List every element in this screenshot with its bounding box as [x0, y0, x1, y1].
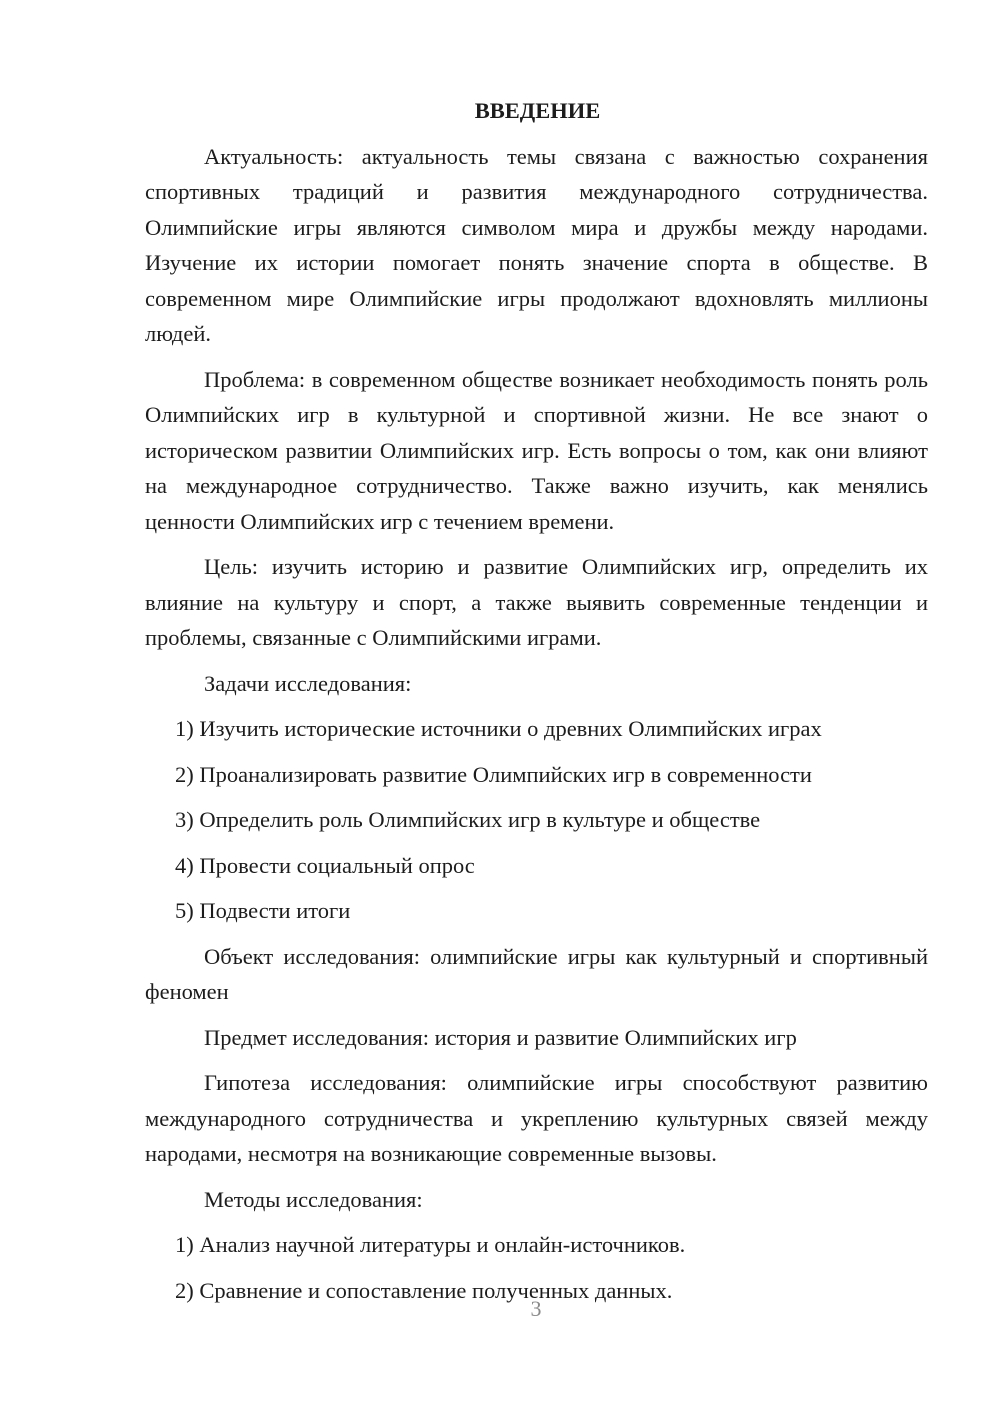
section-title: ВВЕДЕНИЕ	[474, 98, 601, 123]
task-item: 4) Провести социальный опрос	[175, 852, 475, 878]
tasks-label: Задачи исследования:	[204, 670, 412, 696]
task-item: 3) Определить роль Олимпийских игр в культуре и обществе	[175, 807, 761, 832]
method-item: 1) Анализ научной литературы и онлайн-источников.	[175, 1232, 686, 1257]
problem-paragraph: Проблема: в современном обществе возникает необходимость понять роль Олимпийских игр в культурной и спортивной жизни. Не все знают о историческом развитии Олимпийских игр. Есть вопросы о том, как они влияют на международное сотрудничество. Также важно изучить, как менялись ценности Олимпийских игр с течением времени.	[145, 366, 928, 534]
page-content	[145, 93, 928, 1318]
task-item: 5) Подвести итоги	[175, 898, 351, 923]
method-item: 2) Сравнение и сопоставление полученных данных.	[175, 1277, 673, 1303]
methods-label: Методы исследования:	[204, 1186, 423, 1212]
subject-paragraph: Предмет исследования: история и развитие Олимпийских игр	[204, 1024, 797, 1050]
tasks-list	[145, 711, 928, 929]
object-paragraph: Объект исследования: олимпийские игры как культурный и спортивный феномен	[145, 943, 928, 1004]
goal-paragraph: Цель: изучить историю и развитие Олимпийских игр, определить их влияние на культуру и спорт, а также выявить современные тенденции и проблемы, связанные с Олимпийскими играми.	[145, 554, 928, 650]
hypothesis-paragraph: Гипотеза исследования: олимпийские игры способствуют развитию международного сотрудничества и укреплению культурных связей между народами, несмотря на возникающие современные вызовы.	[145, 1070, 928, 1166]
page-number: 3	[530, 1296, 542, 1321]
task-item: 2) Проанализировать развитие Олимпийских игр в современности	[175, 761, 812, 787]
relevance-paragraph: Актуальность: актуальность темы связана с важностью сохранения спортивных традиций и развития международного сотрудничества. Олимпийские игры являются символом мира и дружбы между народами. Изучение их истории помогает понять значение спорта в обществе. В современном мире Олимпийские игры продолжают вдохновлять миллионы людей.	[145, 143, 928, 346]
task-item: 1) Изучить исторические источники о древних Олимпийских играх	[175, 716, 822, 741]
